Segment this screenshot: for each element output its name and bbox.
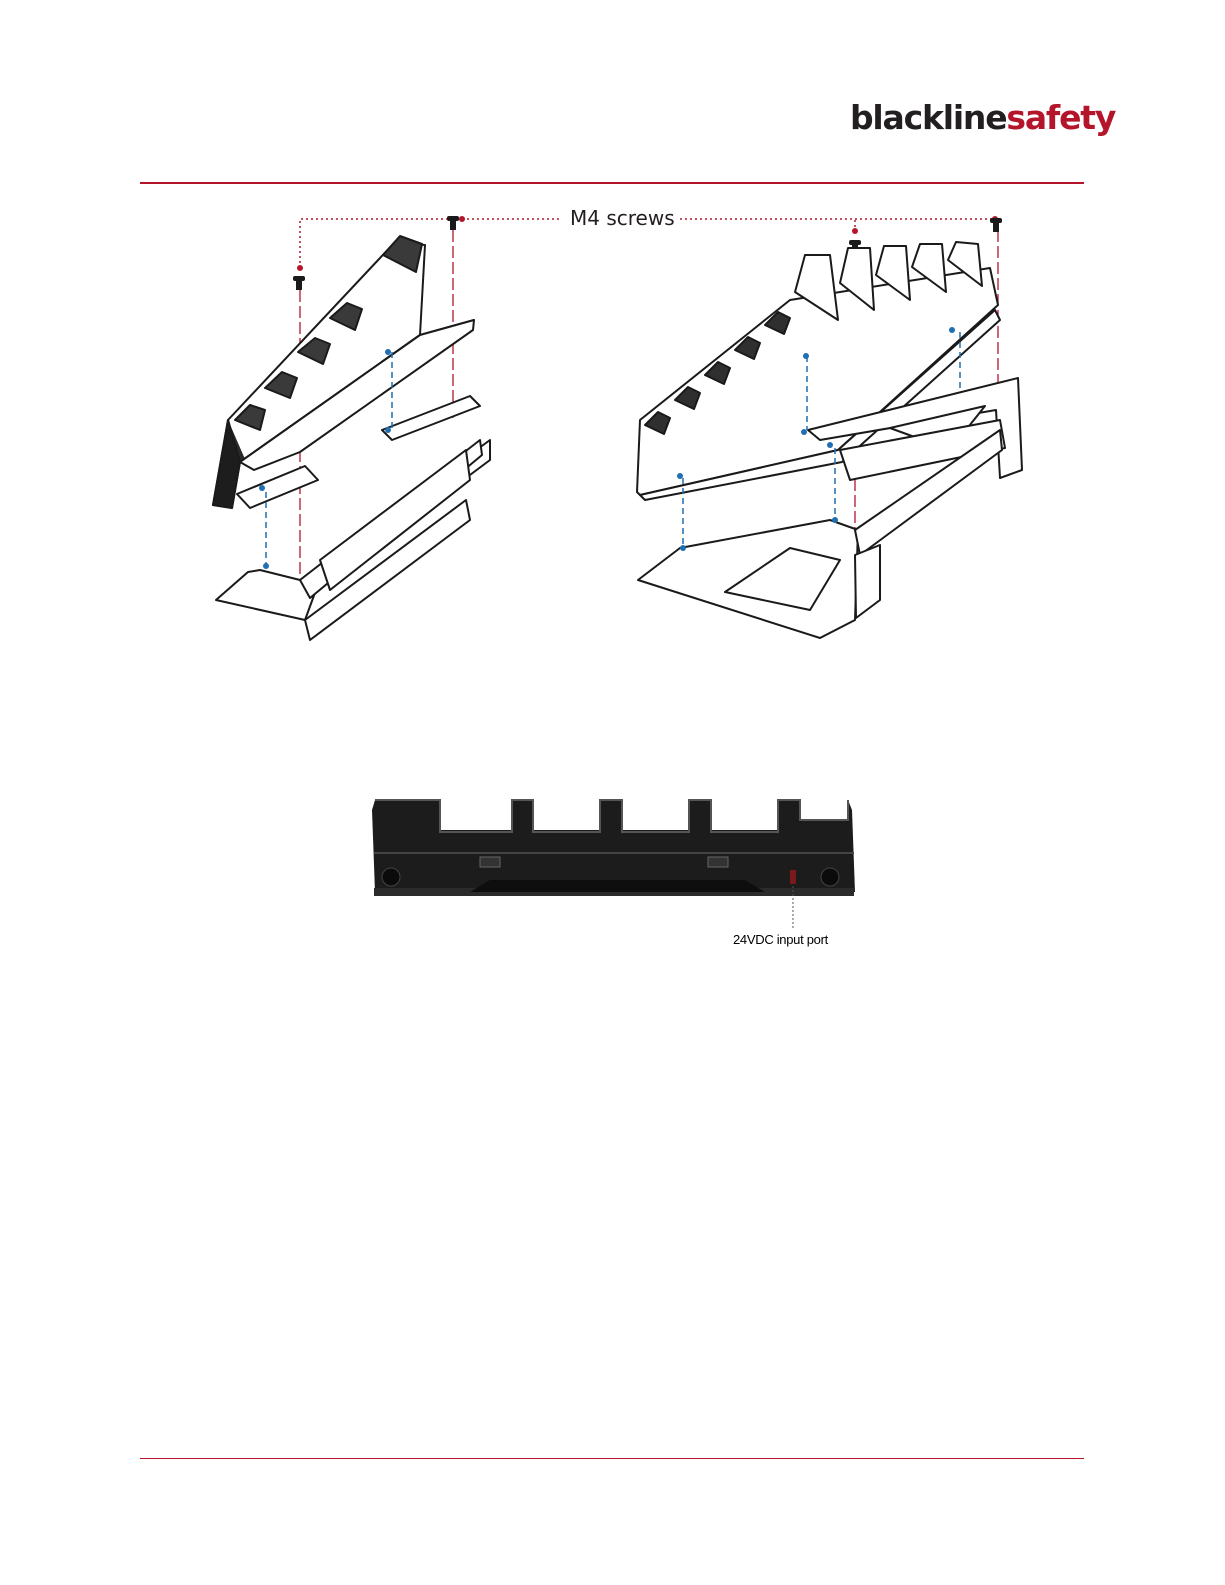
footer-rule	[140, 1458, 1084, 1459]
m4-screws-label: M4 screws	[566, 206, 679, 230]
blackline-safety-logo: blacklinesafety	[850, 98, 1116, 137]
dc-input-port-label: 24VDC input port	[733, 932, 828, 947]
charger-body	[372, 800, 855, 892]
dc-input-port-icon	[790, 870, 796, 884]
